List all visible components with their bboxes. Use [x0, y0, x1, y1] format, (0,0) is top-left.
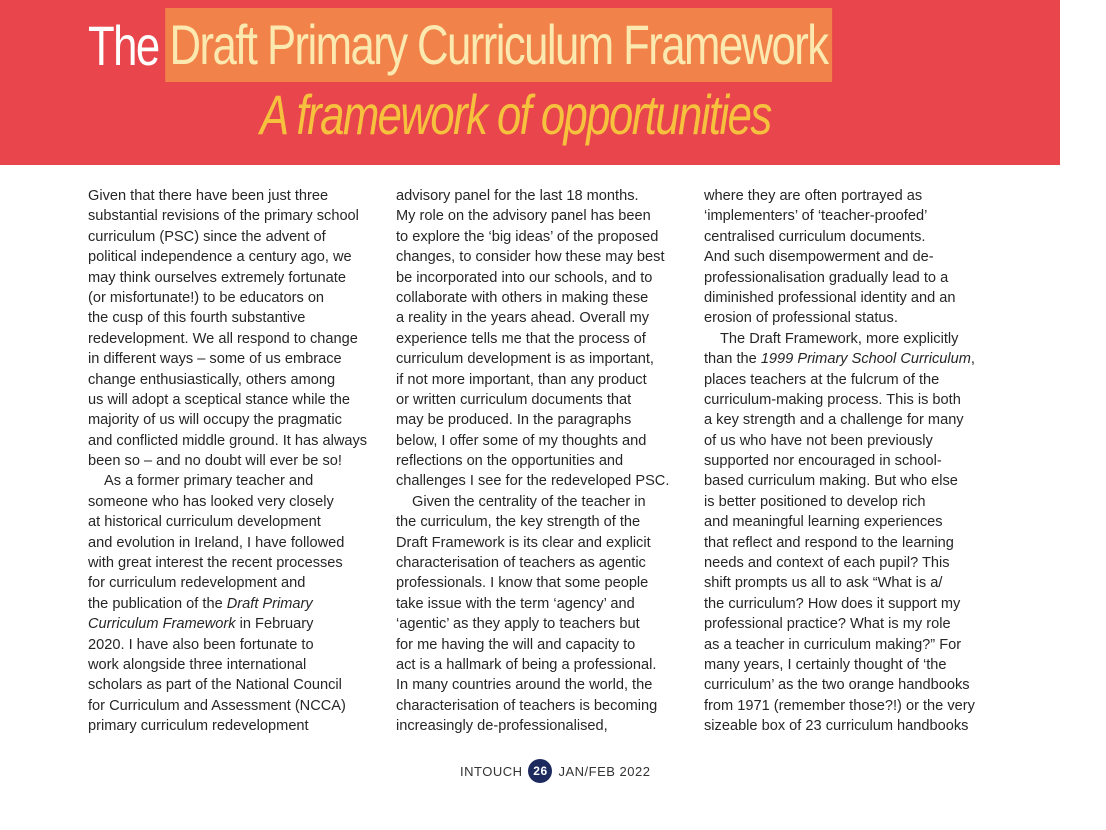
text-segment: for Curriculum and Assessment (NCCA)	[88, 697, 346, 714]
text-line	[396, 512, 669, 532]
text-segment: act is a hallmark of being a professional.	[396, 656, 657, 673]
text-line	[704, 512, 975, 532]
text-segment: at historical curriculum development	[88, 514, 321, 531]
text-line	[396, 655, 669, 675]
text-segment: experience tells me that the process of	[396, 330, 646, 347]
text-line	[88, 614, 367, 634]
text-line	[88, 410, 367, 430]
text-line	[704, 206, 975, 226]
text-line	[396, 227, 669, 247]
text-line	[88, 553, 367, 573]
text-line	[88, 675, 367, 695]
text-line	[396, 268, 669, 288]
text-segment: supported nor encouraged in school-	[704, 453, 942, 470]
text-line	[396, 451, 669, 471]
text-segment: curriculum’ as the two orange handbooks	[704, 677, 970, 694]
text-segment: ‘agentic’ as they apply to teachers but	[396, 616, 640, 633]
text-segment: and evolution in Ireland, I have followed	[88, 534, 345, 551]
text-segment: been so – and no doubt will ever be so!	[88, 453, 342, 470]
italic-title: 1999 Primary School Curriculum	[760, 351, 971, 368]
text-segment: increasingly de-professionalised,	[396, 718, 608, 735]
text-line	[704, 390, 975, 410]
article-column-2	[396, 186, 669, 737]
text-line	[704, 288, 975, 308]
text-segment: shift prompts us all to ask “What is a/	[704, 575, 943, 592]
text-segment: professional practice? What is my role	[704, 616, 951, 633]
text-segment: where they are often portrayed as	[704, 188, 923, 204]
text-line	[704, 268, 975, 288]
text-segment: and meaningful learning experiences	[704, 514, 943, 531]
text-line	[396, 329, 669, 349]
text-segment: diminished professional identity and an	[704, 289, 956, 306]
article-column-1	[88, 186, 367, 737]
text-segment: from 1971 (remember those?!) or the very	[704, 697, 975, 714]
text-segment: be incorporated into our schools, and to	[396, 269, 653, 286]
text-segment: 2020. I have also been fortunate to	[88, 636, 314, 653]
text-segment: if not more important, than any product	[396, 371, 647, 388]
text-segment: erosion of professional status.	[704, 310, 898, 327]
page-number-badge: 26	[528, 759, 552, 783]
text-segment: to explore the ‘big ideas’ of the proposed	[396, 228, 659, 245]
text-line	[704, 329, 975, 349]
text-line	[88, 370, 367, 390]
title-highlight: Draft Primary Curriculum Framework	[165, 8, 832, 82]
text-segment: based curriculum making. But who else	[704, 473, 958, 490]
text-line	[704, 349, 975, 369]
page-footer	[460, 758, 650, 784]
text-segment: below, I offer some of my thoughts and	[396, 432, 647, 449]
text-segment: in February	[235, 616, 314, 633]
text-line	[704, 533, 975, 553]
text-line	[88, 471, 367, 491]
text-line	[704, 308, 975, 328]
text-line	[88, 268, 367, 288]
text-line	[396, 573, 669, 593]
text-segment: or written curriculum documents that	[396, 391, 632, 408]
text-segment: ‘implementers’ of ‘teacher-proofed’	[704, 208, 928, 225]
text-line	[396, 206, 669, 226]
text-segment: advisory panel for the last 18 months.	[396, 188, 639, 204]
text-segment: us will adopt a sceptical stance while the	[88, 391, 351, 408]
text-segment: professionalisation gradually lead to a	[704, 269, 949, 286]
text-segment: may be produced. In the paragraphs	[396, 412, 632, 429]
text-segment: sizeable box of 23 curriculum handbooks	[704, 718, 969, 735]
text-line	[704, 451, 975, 471]
text-line	[704, 410, 975, 430]
text-segment: changes, to consider how these may best	[396, 249, 665, 266]
text-line	[396, 410, 669, 430]
text-line	[88, 390, 367, 410]
text-line	[704, 716, 975, 736]
text-line	[88, 227, 367, 247]
text-line	[704, 370, 975, 390]
text-line	[88, 186, 367, 206]
text-line	[704, 594, 975, 614]
text-segment: characterisation of teachers as agentic	[396, 555, 646, 572]
text-line	[396, 247, 669, 267]
title-banner	[0, 0, 1060, 165]
text-line	[88, 573, 367, 593]
footer-magazine-name: INTOUCH	[460, 763, 523, 779]
text-segment: in different ways – some of us embrace	[88, 351, 342, 368]
text-segment: ,	[970, 351, 975, 368]
text-line	[396, 471, 669, 491]
text-line	[396, 635, 669, 655]
text-line	[396, 186, 669, 206]
text-segment: may think ourselves extremely fortunate	[88, 269, 346, 286]
text-segment: the publication of the	[88, 595, 227, 612]
text-segment: (or misfortunate!) to be educators on	[88, 289, 325, 306]
text-line	[88, 492, 367, 512]
text-segment: scholars as part of the National Council	[88, 677, 342, 694]
text-line	[88, 512, 367, 532]
text-segment: The Draft Framework, more explicitly	[720, 330, 959, 347]
page-title	[88, 6, 832, 84]
text-line	[88, 288, 367, 308]
text-line	[396, 370, 669, 390]
text-segment: work alongside three international	[88, 656, 307, 673]
text-line	[396, 308, 669, 328]
text-line	[704, 247, 975, 267]
text-line	[396, 716, 669, 736]
text-segment: for me having the will and capacity to	[396, 636, 636, 653]
text-segment: of us who have not been previously	[704, 432, 933, 449]
text-segment: And such disempowerment and de-	[704, 249, 934, 266]
text-line	[704, 696, 975, 716]
text-segment: majority of us will occupy the pragmatic	[88, 412, 342, 429]
text-line	[88, 635, 367, 655]
text-segment: As a former primary teacher and	[104, 473, 314, 490]
text-line	[396, 675, 669, 695]
text-segment: professionals. I know that some people	[396, 575, 649, 592]
text-segment: take issue with the term ‘agency’ and	[396, 595, 635, 612]
text-line	[88, 716, 367, 736]
text-segment: My role on the advisory panel has been	[396, 208, 651, 225]
text-segment: In many countries around the world, the	[396, 677, 653, 694]
text-segment: centralised curriculum documents.	[704, 228, 926, 245]
text-line	[704, 553, 975, 573]
text-segment: curriculum development is as important,	[396, 351, 654, 368]
text-segment: political independence a century ago, we	[88, 249, 352, 266]
text-line	[704, 186, 975, 206]
text-segment: and conflicted middle ground. It has always	[88, 432, 368, 449]
text-segment: that reflect and respond to the learning	[704, 534, 954, 551]
text-segment: substantial revisions of the primary school	[88, 208, 359, 225]
text-segment: Given that there have been just three	[88, 188, 329, 204]
title-prefix: The	[88, 13, 159, 77]
text-segment: someone who has looked very closely	[88, 493, 334, 510]
text-segment: for curriculum redevelopment and	[88, 575, 306, 592]
italic-title: Draft Primary	[226, 595, 313, 612]
text-line	[704, 614, 975, 634]
text-segment: a reality in the years ahead. Overall my	[396, 310, 650, 327]
italic-title: Curriculum Framework	[88, 616, 236, 633]
text-line	[396, 614, 669, 634]
text-segment: the curriculum, the key strength of the	[396, 514, 641, 531]
text-line	[396, 431, 669, 451]
text-line	[88, 533, 367, 553]
text-line	[396, 288, 669, 308]
text-line	[396, 390, 669, 410]
text-segment: the curriculum? How does it support my	[704, 595, 961, 612]
text-segment: many years, I certainly thought of ‘the	[704, 656, 947, 673]
text-line	[704, 635, 975, 655]
text-segment: primary curriculum redevelopment	[88, 718, 309, 735]
text-segment: with great interest the recent processes	[88, 555, 343, 572]
text-segment: collaborate with others in making these	[396, 289, 649, 306]
text-line	[88, 655, 367, 675]
text-line	[704, 573, 975, 593]
text-line	[88, 451, 367, 471]
text-segment: places teachers at the fulcrum of the	[704, 371, 940, 388]
text-line	[704, 431, 975, 451]
text-segment: curriculum-making process. This is both	[704, 391, 961, 408]
text-line	[88, 431, 367, 451]
text-line	[704, 492, 975, 512]
text-line	[704, 471, 975, 491]
text-line	[88, 349, 367, 369]
text-segment: curriculum (PSC) since the advent of	[88, 228, 326, 245]
text-segment: reflections on the opportunities and	[396, 453, 624, 470]
text-segment: characterisation of teachers is becoming	[396, 697, 658, 714]
text-segment: as a teacher in curriculum making?” For	[704, 636, 962, 653]
text-segment: is better positioned to develop rich	[704, 493, 926, 510]
text-segment: a key strength and a challenge for many	[704, 412, 964, 429]
text-segment: Draft Framework is its clear and explicit	[396, 534, 651, 551]
text-line	[88, 247, 367, 267]
text-segment: the cusp of this fourth substantive	[88, 310, 306, 327]
text-line	[396, 349, 669, 369]
text-line	[396, 533, 669, 553]
text-line	[704, 227, 975, 247]
article-column-3	[704, 186, 975, 737]
text-line	[396, 696, 669, 716]
text-line	[88, 696, 367, 716]
text-line	[396, 553, 669, 573]
text-line	[88, 329, 367, 349]
text-segment: challenges I see for the redeveloped PSC.	[396, 473, 670, 490]
text-segment: redevelopment. We all respond to change	[88, 330, 358, 347]
text-line	[88, 308, 367, 328]
footer-issue-date: JAN/FEB 2022	[558, 763, 651, 779]
text-segment: change enthusiastically, others among	[88, 371, 336, 388]
text-segment: Given the centrality of the teacher in	[412, 493, 646, 510]
text-line	[704, 675, 975, 695]
text-line	[396, 492, 669, 512]
text-line	[88, 206, 367, 226]
text-line	[396, 594, 669, 614]
text-segment: than the	[704, 351, 761, 368]
text-segment: needs and context of each pupil? This	[704, 555, 950, 572]
page-subtitle: A framework of opportunities	[260, 83, 771, 146]
text-line	[88, 594, 367, 614]
text-line	[704, 655, 975, 675]
